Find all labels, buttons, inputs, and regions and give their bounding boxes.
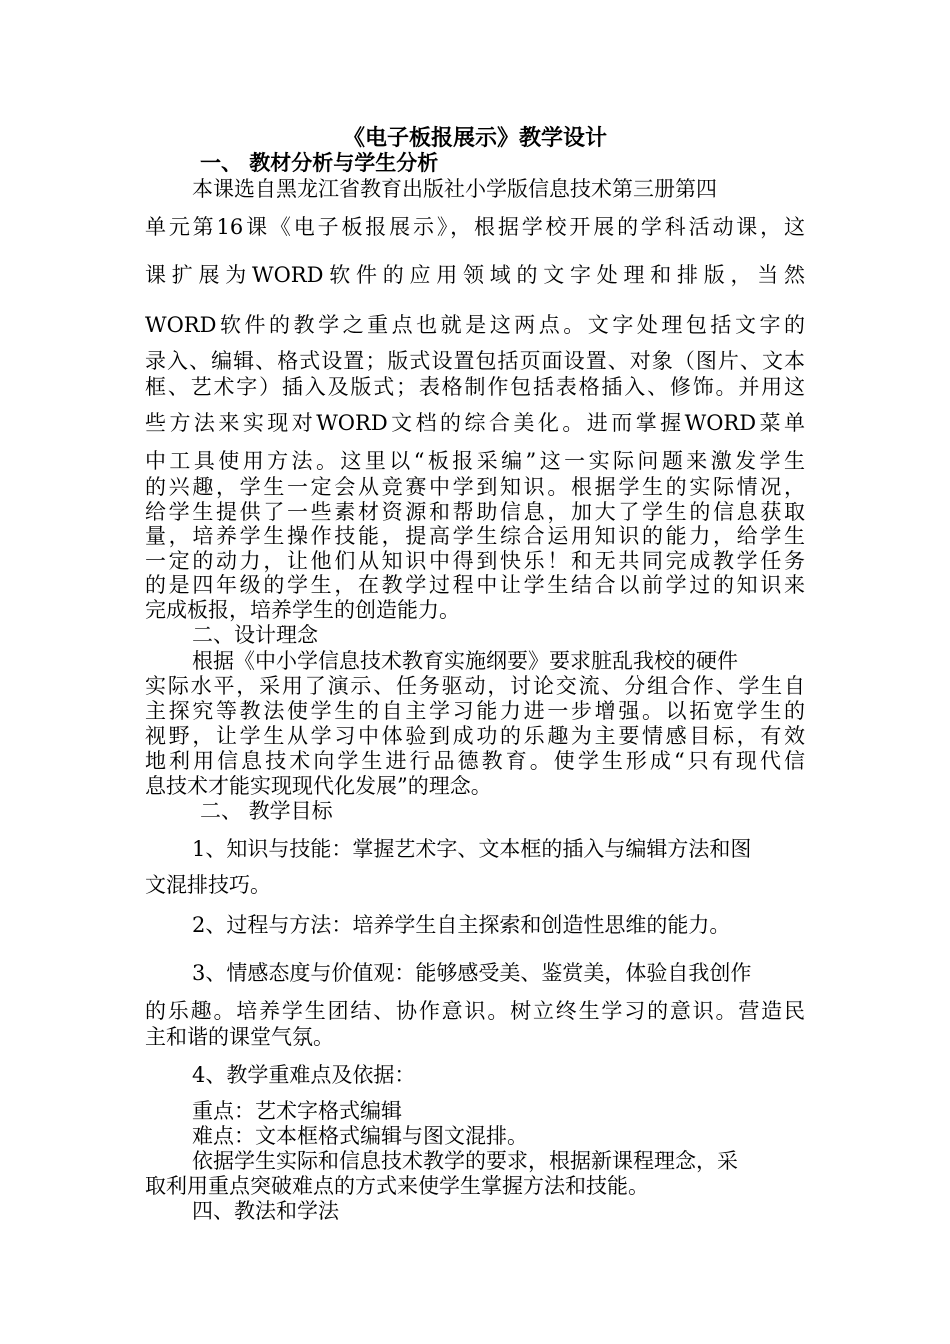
key-point: 重点：艺术字格式编辑 xyxy=(192,1099,402,1123)
paragraph-line: 完成板报，培养学生的创造能力。 xyxy=(145,598,460,622)
paragraph-line: 本课选自黑龙江省教育出版社小学版信息技术第三册第四 xyxy=(192,177,717,201)
goal-line: 文混排技巧。 xyxy=(145,873,271,897)
paragraph-line: 中工具使用方法。这里以“板报采编”这一实际问题来激发学生 xyxy=(145,449,805,473)
goal-line: 1、知识与技能：掌握艺术字、文本框的插入与编辑方法和图 xyxy=(192,837,752,861)
paragraph-line: 的是四年级的学生，在教学过程中让学生结合以前学过的知识来 xyxy=(145,573,805,597)
goal-line: 的乐趣。培养学生团结、协作意识。树立终生学习的意识。营造民 xyxy=(145,999,805,1023)
paragraph-line: 单元第16课《电子板报展示》，根据学校开展的学科活动课，这 xyxy=(145,215,805,239)
paragraph-line: 量，培养学生操作技能，提高学生综合运用知识的能力，给学生 xyxy=(145,524,805,548)
paragraph-line: 依据学生实际和信息技术教学的要求，根据新课程理念，采 xyxy=(192,1149,738,1173)
goal-line: 2、过程与方法：培养学生自主探索和创造性思维的能力。 xyxy=(192,913,731,937)
paragraph-line: 的兴趣，学生一定会从竞赛中学到知识。根据学生的实际情况， xyxy=(145,475,805,499)
paragraph-line: 地利用信息技术向学生进行品德教育。使学生形成“只有现代信 xyxy=(145,749,805,773)
section-heading-analysis: 一、 教材分析与学生分析 xyxy=(200,150,439,175)
paragraph-line: 视野，让学生从学习中体验到成功的乐趣为主要情感目标，有效 xyxy=(145,724,805,748)
goal-line: 4、教学重难点及依据： xyxy=(192,1063,416,1087)
paragraph-line: 录入、编辑、格式设置；版式设置包括页面设置、对象（图片、文本 xyxy=(145,349,805,373)
document-title: 《电子板报展示》教学设计 xyxy=(342,125,607,151)
paragraph-line: 实际水平，采用了演示、任务驱动，讨论交流、分组合作、学生自 xyxy=(145,674,805,698)
difficult-point: 难点：文本框格式编辑与图文混排。 xyxy=(192,1124,528,1148)
paragraph-line: 根据《中小学信息技术教育实施纲要》要求脏乱我校的硬件 xyxy=(192,649,738,673)
paragraph-line: 取利用重点突破难点的方式来使学生掌握方法和技能。 xyxy=(145,1174,649,1198)
goal-line: 3、情感态度与价值观：能够感受美、鉴赏美，体验自我创作 xyxy=(192,961,752,985)
section-heading-methods: 四、教法和学法 xyxy=(192,1199,339,1223)
paragraph-line: 主探究等教法使学生的自主学习能力进一步增强。以拓宽学生的 xyxy=(145,699,805,723)
paragraph-line: WORD软件的教学之重点也就是这两点。文字处理包括文字的 xyxy=(145,313,805,337)
paragraph-line: 课扩展为WORD软件的应用领域的文字处理和排版，当然 xyxy=(145,263,805,287)
paragraph-line: 息技术才能实现现代化发展”的理念。 xyxy=(145,774,492,798)
section-heading-teaching-goals: 二、 教学目标 xyxy=(200,799,333,823)
section-heading-design-concept: 二、设计理念 xyxy=(192,623,318,647)
paragraph-line: 给学生提供了一些素材资源和帮助信息，加大了学生的信息获取 xyxy=(145,500,805,524)
paragraph-line: 框、艺术字）插入及版式；表格制作包括表格插入、修饰。并用这 xyxy=(145,375,805,399)
paragraph-line: 一定的动力，让他们从知识中得到快乐！和无共同完成教学任务 xyxy=(145,549,805,573)
goal-line: 主和谐的课堂气氛。 xyxy=(145,1025,334,1049)
paragraph-line: 些方法来实现对WORD文档的综合美化。进而掌握WORD菜单 xyxy=(145,411,805,435)
